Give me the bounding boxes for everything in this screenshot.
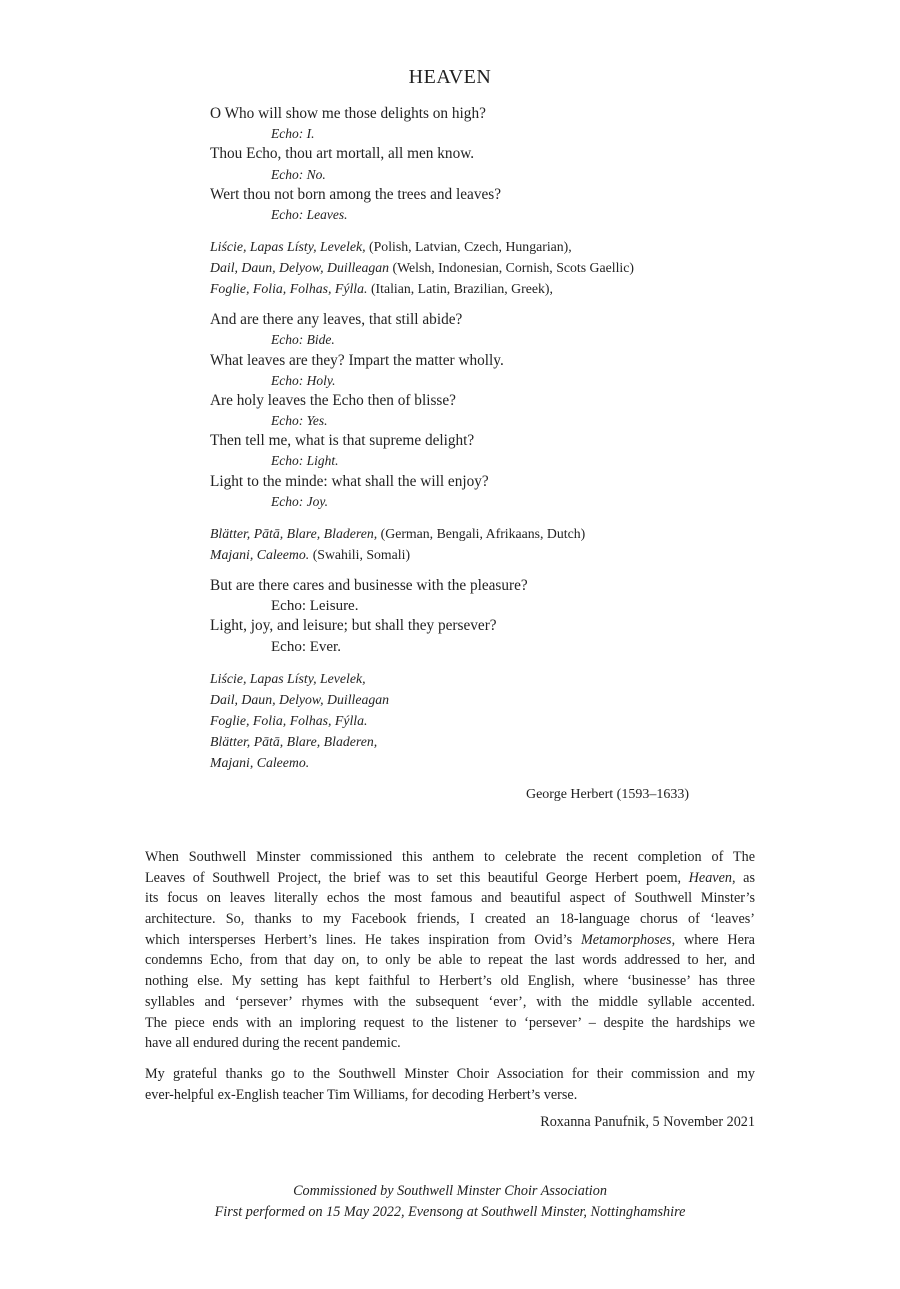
leaves-line [210,278,730,299]
leaves-words: Dail, Daun, Delyow, Duilleagan [210,260,390,276]
echo-line: Echo: Leisure. [271,598,359,615]
text-segment: architecture. So, thanks to my Facebook friends, I created an 18-language chorus of ‘leaves’ [145,911,755,928]
text-segment: My grateful thanks go to the Southwell Minster Choir Association for their commission and my [145,1065,755,1082]
note-signature: Roxanna Panufnik, 5 November 2021 [540,1114,755,1130]
echo-line: Echo: Ever. [271,638,341,655]
prose-line [145,868,755,889]
leaves-line [210,523,730,544]
verse-line: What leaves are they? Impart the matter wholly. [210,351,504,369]
leaves-words: Majani, Caleemo. [210,754,310,770]
page-title: HEAVEN [408,66,492,88]
paragraph [145,847,755,1054]
text-segment: condemns Echo, from that day on, to only be able to repeat the last words addressed to her, and [145,952,755,969]
prose-line [145,1085,755,1106]
poem-author: George Herbert (1593–1633) [525,787,689,802]
echo-line: Echo: Yes. [271,413,328,429]
leaves-line [210,668,730,689]
language-names: (Italian, Latin, Brazilian, Greek), [367,281,553,297]
poem [210,104,730,784]
text-segment: its focus on leaves literally echos the most famous and beautiful aspect of Southwell Minster’s [145,890,755,907]
leaves-words: Foglie, Folia, Folhas, Fýlla. [210,281,368,297]
stanza [210,236,730,299]
echo-line: Echo: Light. [271,453,339,469]
verse-line: Light to the minde: what shall the will enjoy? [210,472,489,490]
text-segment: Leaves of Southwell Project, the brief was to set this beautiful George Herbert poem, [145,869,689,886]
stanza [210,668,730,773]
prose-line [145,1064,755,1085]
language-names: (German, Bengali, Afrikaans, Dutch) [377,526,586,541]
prose-line [145,930,755,951]
leaves-words: Majani, Caleemo. [210,547,310,562]
leaves-words: Foglie, Folia, Folhas, Fýlla. [210,712,368,728]
text-segment: When Southwell Minster commissioned this anthem to celebrate the recent completion of The [145,849,755,865]
stanza [210,576,730,657]
leaves-line [210,752,730,773]
echo-line: Echo: Leaves. [271,206,348,222]
stanza [210,104,730,225]
text-segment: , as [732,869,755,886]
leaves-line [210,257,730,278]
language-names: (Welsh, Indonesian, Cornish, Scots Gaellic) [389,260,634,276]
leaves-words: Liście, Lapas Lísty, Levelek, [210,670,366,686]
prose-line [145,1013,755,1034]
work-title: Heaven [688,869,732,886]
leaves-words: Liście, Lapas Lísty, Levelek, [210,239,366,255]
prose-line [145,950,755,971]
text-segment: ever-helpful ex-English teacher Tim Williams, for decoding Herbert’s verse. [145,1086,578,1103]
prose-line [145,1033,755,1054]
text-segment: have all endured during the recent pandemic. [145,1035,401,1052]
prose-line [145,888,755,909]
work-title: Metamorphoses [580,931,672,948]
language-names: (Polish, Latvian, Czech, Hungarian), [365,239,572,255]
paragraph [145,1064,755,1105]
leaves-line [210,689,730,710]
prose-line [145,847,755,868]
echo-line: Echo: Bide. [271,332,335,348]
leaves-words: Blätter, Pātā, Blare, Bladeren, [210,733,378,749]
language-names: (Swahili, Somali) [309,547,411,562]
verse-line: Wert thou not born among the trees and leaves? [210,185,502,203]
stanza [210,523,730,565]
premiere-credit: First performed on 15 May 2022, Evensong at Southwell Minster, Nottinghamshire [214,1203,686,1220]
verse-line: But are there cares and businesse with the pleasure? [210,577,528,594]
echo-line: Echo: Joy. [271,493,328,509]
echo-line: Echo: Holy. [271,372,336,388]
text-segment: syllables and ‘persever’ rhymes with the subsequent ‘ever’, with the middle syllable accented. [145,993,755,1010]
leaves-line [210,710,730,731]
verse-line: Then tell me, what is that supreme delight? [210,432,475,450]
text-segment: which intersperses Herbert’s lines. He takes inspiration from Ovid’s [145,931,581,948]
commission-credit: Commissioned by Southwell Minster Choir Association [293,1183,607,1199]
verse-line: O Who will show me those delights on high? [210,105,486,122]
prose-line [145,971,755,992]
echo-line: Echo: I. [271,126,315,142]
text-segment: nothing else. My setting has kept faithful to Herbert’s old English, where ‘businesse’ has three [145,973,755,990]
text-segment: , where Hera [671,931,755,948]
leaves-line [210,544,730,565]
verse-line: And are there any leaves, that still abide? [210,311,463,329]
verse-line: Are holy leaves the Echo then of blisse? [210,391,456,409]
prose-line [145,992,755,1013]
leaves-words: Blätter, Pātā, Blare, Bladeren, [210,526,378,541]
leaves-line [210,236,730,257]
program-note [145,847,755,1115]
verse-line: Thou Echo, thou art mortall, all men know. [210,145,475,163]
text-segment: The piece ends with an imploring request to the listener to ‘persever’ – despite the hardships we [145,1014,755,1031]
prose-line [145,909,755,930]
stanza [210,310,730,512]
verse-line: Light, joy, and leisure; but shall they persever? [210,617,497,635]
leaves-line [210,731,730,752]
echo-line: Echo: No. [271,166,326,182]
footer [0,1181,900,1222]
leaves-words: Dail, Daun, Delyow, Duilleagan [210,691,390,707]
